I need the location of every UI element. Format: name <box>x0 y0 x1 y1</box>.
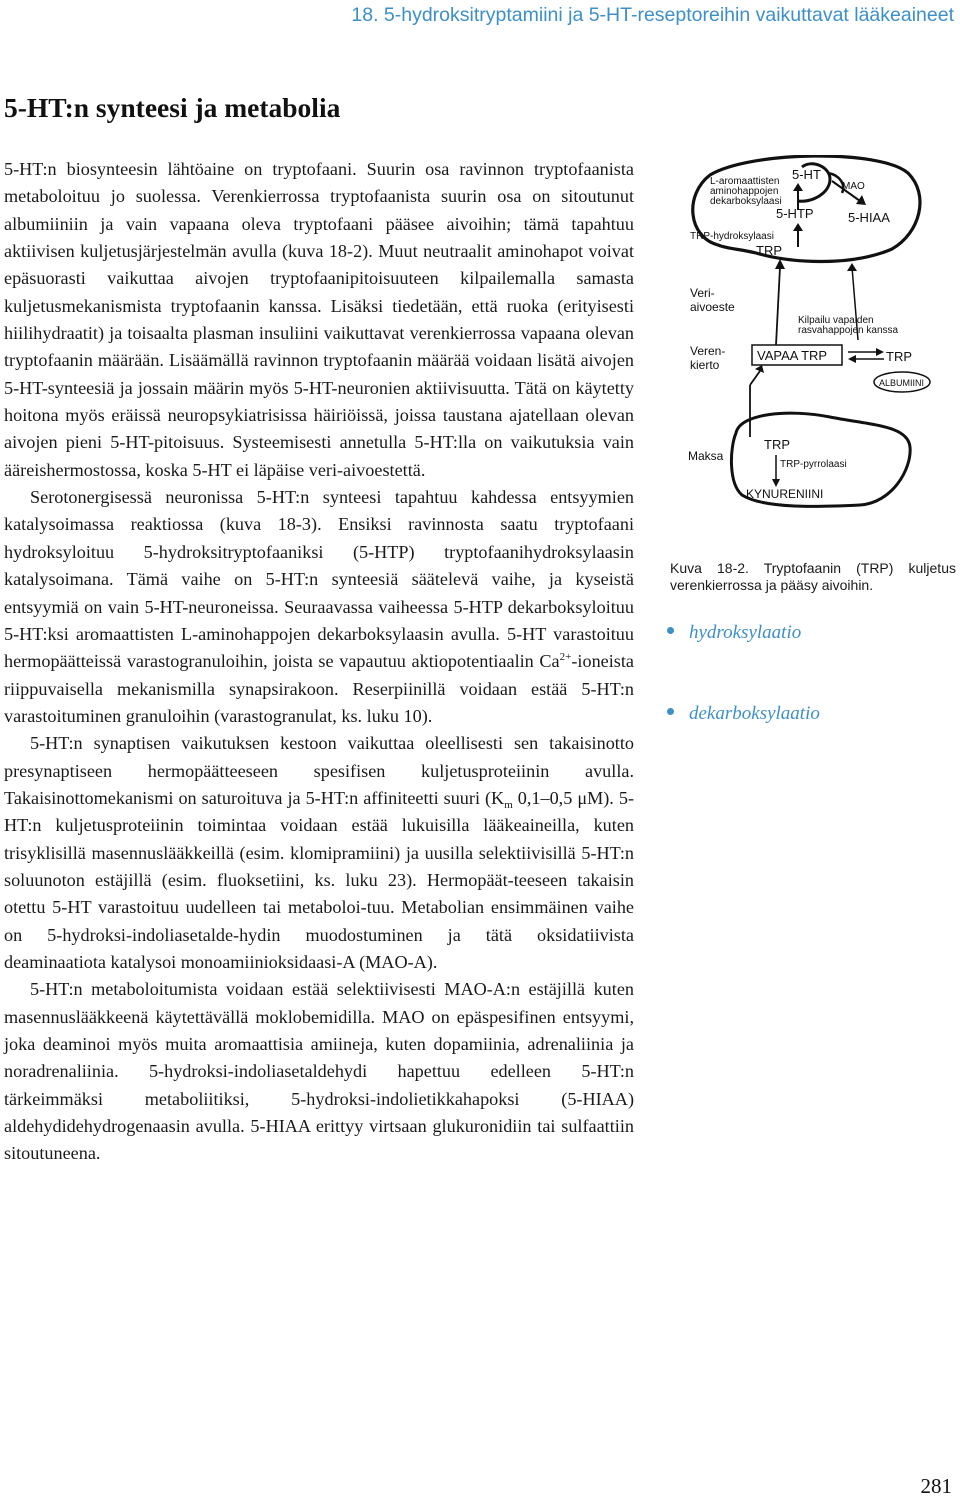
paragraph <box>4 730 634 976</box>
arrow <box>776 267 780 345</box>
arrow <box>750 371 760 385</box>
label-circulation: Veren- <box>690 344 726 358</box>
label-circulation: kierto <box>690 358 720 372</box>
label-trp-brain: TRP <box>756 243 782 258</box>
body-text <box>4 156 634 1168</box>
paragraph-text: 0,1–0,5 μM). 5-HT:n kuljetusproteiinin toimintaa voidaan estää lukuisilla lääkeaineilla, kuten trisyklisillä masennuslääkkeillä (esim. klomipramiini) ja uusilla selektiivisillä 5-HT:n soluunoton estäjillä (esim. fluoksetiini, ks. luku 23). Hermopäät-teeseen takaisin otettu 5-HT varastoituu uudelleen tai metaboloi-tuu. Metabolian ensimmäinen vaihe on 5-hydroksi-indoliasetalde-hydin muodostuminen ja tätä oksidatiivista deaminaatiota katalysoi monoamiinioksidaasi-A (MAO-A). <box>4 787 634 972</box>
margin-term <box>667 622 801 644</box>
bullet-icon <box>667 708 674 715</box>
margin-term <box>667 703 820 725</box>
arrowhead <box>876 348 884 356</box>
label-trp-blood: TRP <box>886 349 912 364</box>
label-trp-hydroxylase: TRP-hydroksylaasi <box>690 231 774 242</box>
paragraph-text: -ioneista riippuvaisella mekanismilla synapsirakoon. Reserpiinillä voidaan estää 5-HT:n varastoituminen granuloihin (varastogranulat, ks. luku 10). <box>4 651 634 726</box>
figure-caption: Kuva 18-2. Tryptofaanin (TRP) kuljetus verenkierrossa ja pääsy aivoihin. <box>670 560 956 593</box>
label-free-trp: VAPAA TRP <box>757 348 828 363</box>
arrowhead <box>793 223 803 231</box>
paragraph <box>4 484 634 730</box>
superscript: 2+ <box>559 651 572 664</box>
margin-term-text: hydroksylaatio <box>689 622 802 643</box>
paragraph: 5-HT:n metaboloitumista voidaan estää selektiivisesti MAO-A:n estäjillä kuten masennuslääkkeenä käytettävällä moklobemidilla. MAO on epäspesifinen entsyymi, joka deaminoi myös muita aromaattisia amiineja, kuten dopamiinia, adrenaliinia ja noradrenaliinia. 5-hydroksi-indoliasetaldehydi hapettuu edelleen 5-HT:n tärkeimmäksi metaboliitiksi, 5-hydroksi-indolietikkahapoksi (5-HIAA) aldehydidehydrogenaasin avulla. 5-HIAA erittyy virtsaan glukuronidiin tai sulfaattiin sitoutuneena. <box>4 979 634 1164</box>
label-competition: rasvahappojen kanssa <box>798 325 899 336</box>
label-albumin: ALBUMIINI <box>879 378 925 388</box>
arrowhead <box>848 355 856 363</box>
label-trp-liver: TRP <box>764 437 790 452</box>
label-decarboxylase: dekarboksylaasi <box>710 196 782 207</box>
paragraph-text: 5-HT:n synaptisen vaikutuksen kestoon vaikuttaa oleellisesti sen takaisinotto presynaptiseen hermopäätteeseen spesifisen kuljetusproteiinin avulla. Takaisinottomekanismi on saturoituva ja 5-HT:n affiniteetti suuri (K <box>4 733 634 808</box>
diagram <box>680 155 960 525</box>
figure-tryptophan-transport <box>680 155 960 525</box>
label-kynurenine: KYNURENIINI <box>746 487 824 501</box>
label-pyrrolase: TRP-pyrrolaasi <box>780 459 847 470</box>
subscript: m <box>504 798 513 811</box>
paragraph-text: Serotonergisessä neuronissa 5-HT:n synteesi tapahtuu kahdessa entsyymien katalysoimassa reaktiossa (kuva 18-3). Ensiksi ravinnosta saatu tryptofaani hydroksyloituu 5-hydroksitryptofaaniksi (5-HTP) tryptofaanihydroksylaasin katalysoimana. Tämä vaihe on 5-HT:n synteesiä säätelevä vaihe, ja kyseistä entsyymiä on vain 5-HT-neuroneissa. Seuraavassa vaiheessa 5-HTP dekarboksyloituu 5-HT:ksi aromaattisten L-aminohappojen dekarboksylaasin avulla. 5-HT varastoituu hermopäätteissä varastogranuloihin, joista se vapautuu aktiopotentiaalin Ca <box>4 487 634 672</box>
margin-term-text: dekarboksylaatio <box>689 703 820 724</box>
section-title: 5-HT:n synteesi ja metabolia <box>4 92 341 123</box>
label-mao: MAO <box>842 181 865 192</box>
label-blood-brain: Veri- <box>690 286 715 300</box>
label-l-aromatic: L-aromaattisten <box>710 176 780 187</box>
label-competition: Kilpailu vapaiden <box>798 315 874 326</box>
label-barrier: aivoeste <box>690 300 735 314</box>
label-5ht: 5-HT <box>792 167 821 182</box>
label-5htp: 5-HTP <box>776 206 814 221</box>
arrowhead <box>772 479 780 487</box>
label-amino: aminohappojen <box>710 186 779 197</box>
bullet-icon <box>667 627 674 634</box>
arrowhead <box>847 263 857 271</box>
arrowhead <box>793 183 803 191</box>
page-number: 281 <box>920 1474 952 1498</box>
label-5hiaa: 5-HIAA <box>848 210 890 225</box>
label-liver: Maksa <box>688 449 724 463</box>
running-header: 18. 5-hydroksitryptamiini ja 5-HT-reseptoreihin vaikuttavat lääkeaineet <box>351 4 954 26</box>
paragraph: 5-HT:n biosynteesin lähtöaine on tryptofaani. Suurin osa ravinnon tryptofaanista metaboloituu jo suolessa. Verenkierrossa tryptofaanista suurin osa on sitoutunut albumiiniin ja vain vapaana oleva tryptofaani pääsee aivoihin; tämä tapahtuu aktiivisen kuljetusjärjestelmän avulla (kuva 18-2). Muut neutraalit aminohapot voivat epäsuorasti vaikuttaa aivojen tryptofaanipitoisuuteen kilpailemalla samasta kuljetusmekanismista tryptofaanin kanssa. Lisäksi tiedetään, että ruoka (erityisesti hiilihydraatit) ja toisaalta plasman insuliini vaikuttavat verenkierrossa vapaana olevan tryptofaanin määrään. Lisäämällä ravinnon tryptofaanin määrää voidaan lisätä aivojen 5-HT-synteesiä ja jossain määrin myös 5-HT-neuronien aktiivisuutta. Tätä on käytetty hoitona myös eräissä neuropsykiatrisissa häiriöissä, joissa taustana ajatellaan olevan aivojen pieni 5-HT-pitoisuus. Systeemisesti annetulla 5-HT:lla on vaikutuksia vain ääreishermostossa, koska 5-HT ei läpäise veri-aivoestettä. <box>4 159 634 480</box>
